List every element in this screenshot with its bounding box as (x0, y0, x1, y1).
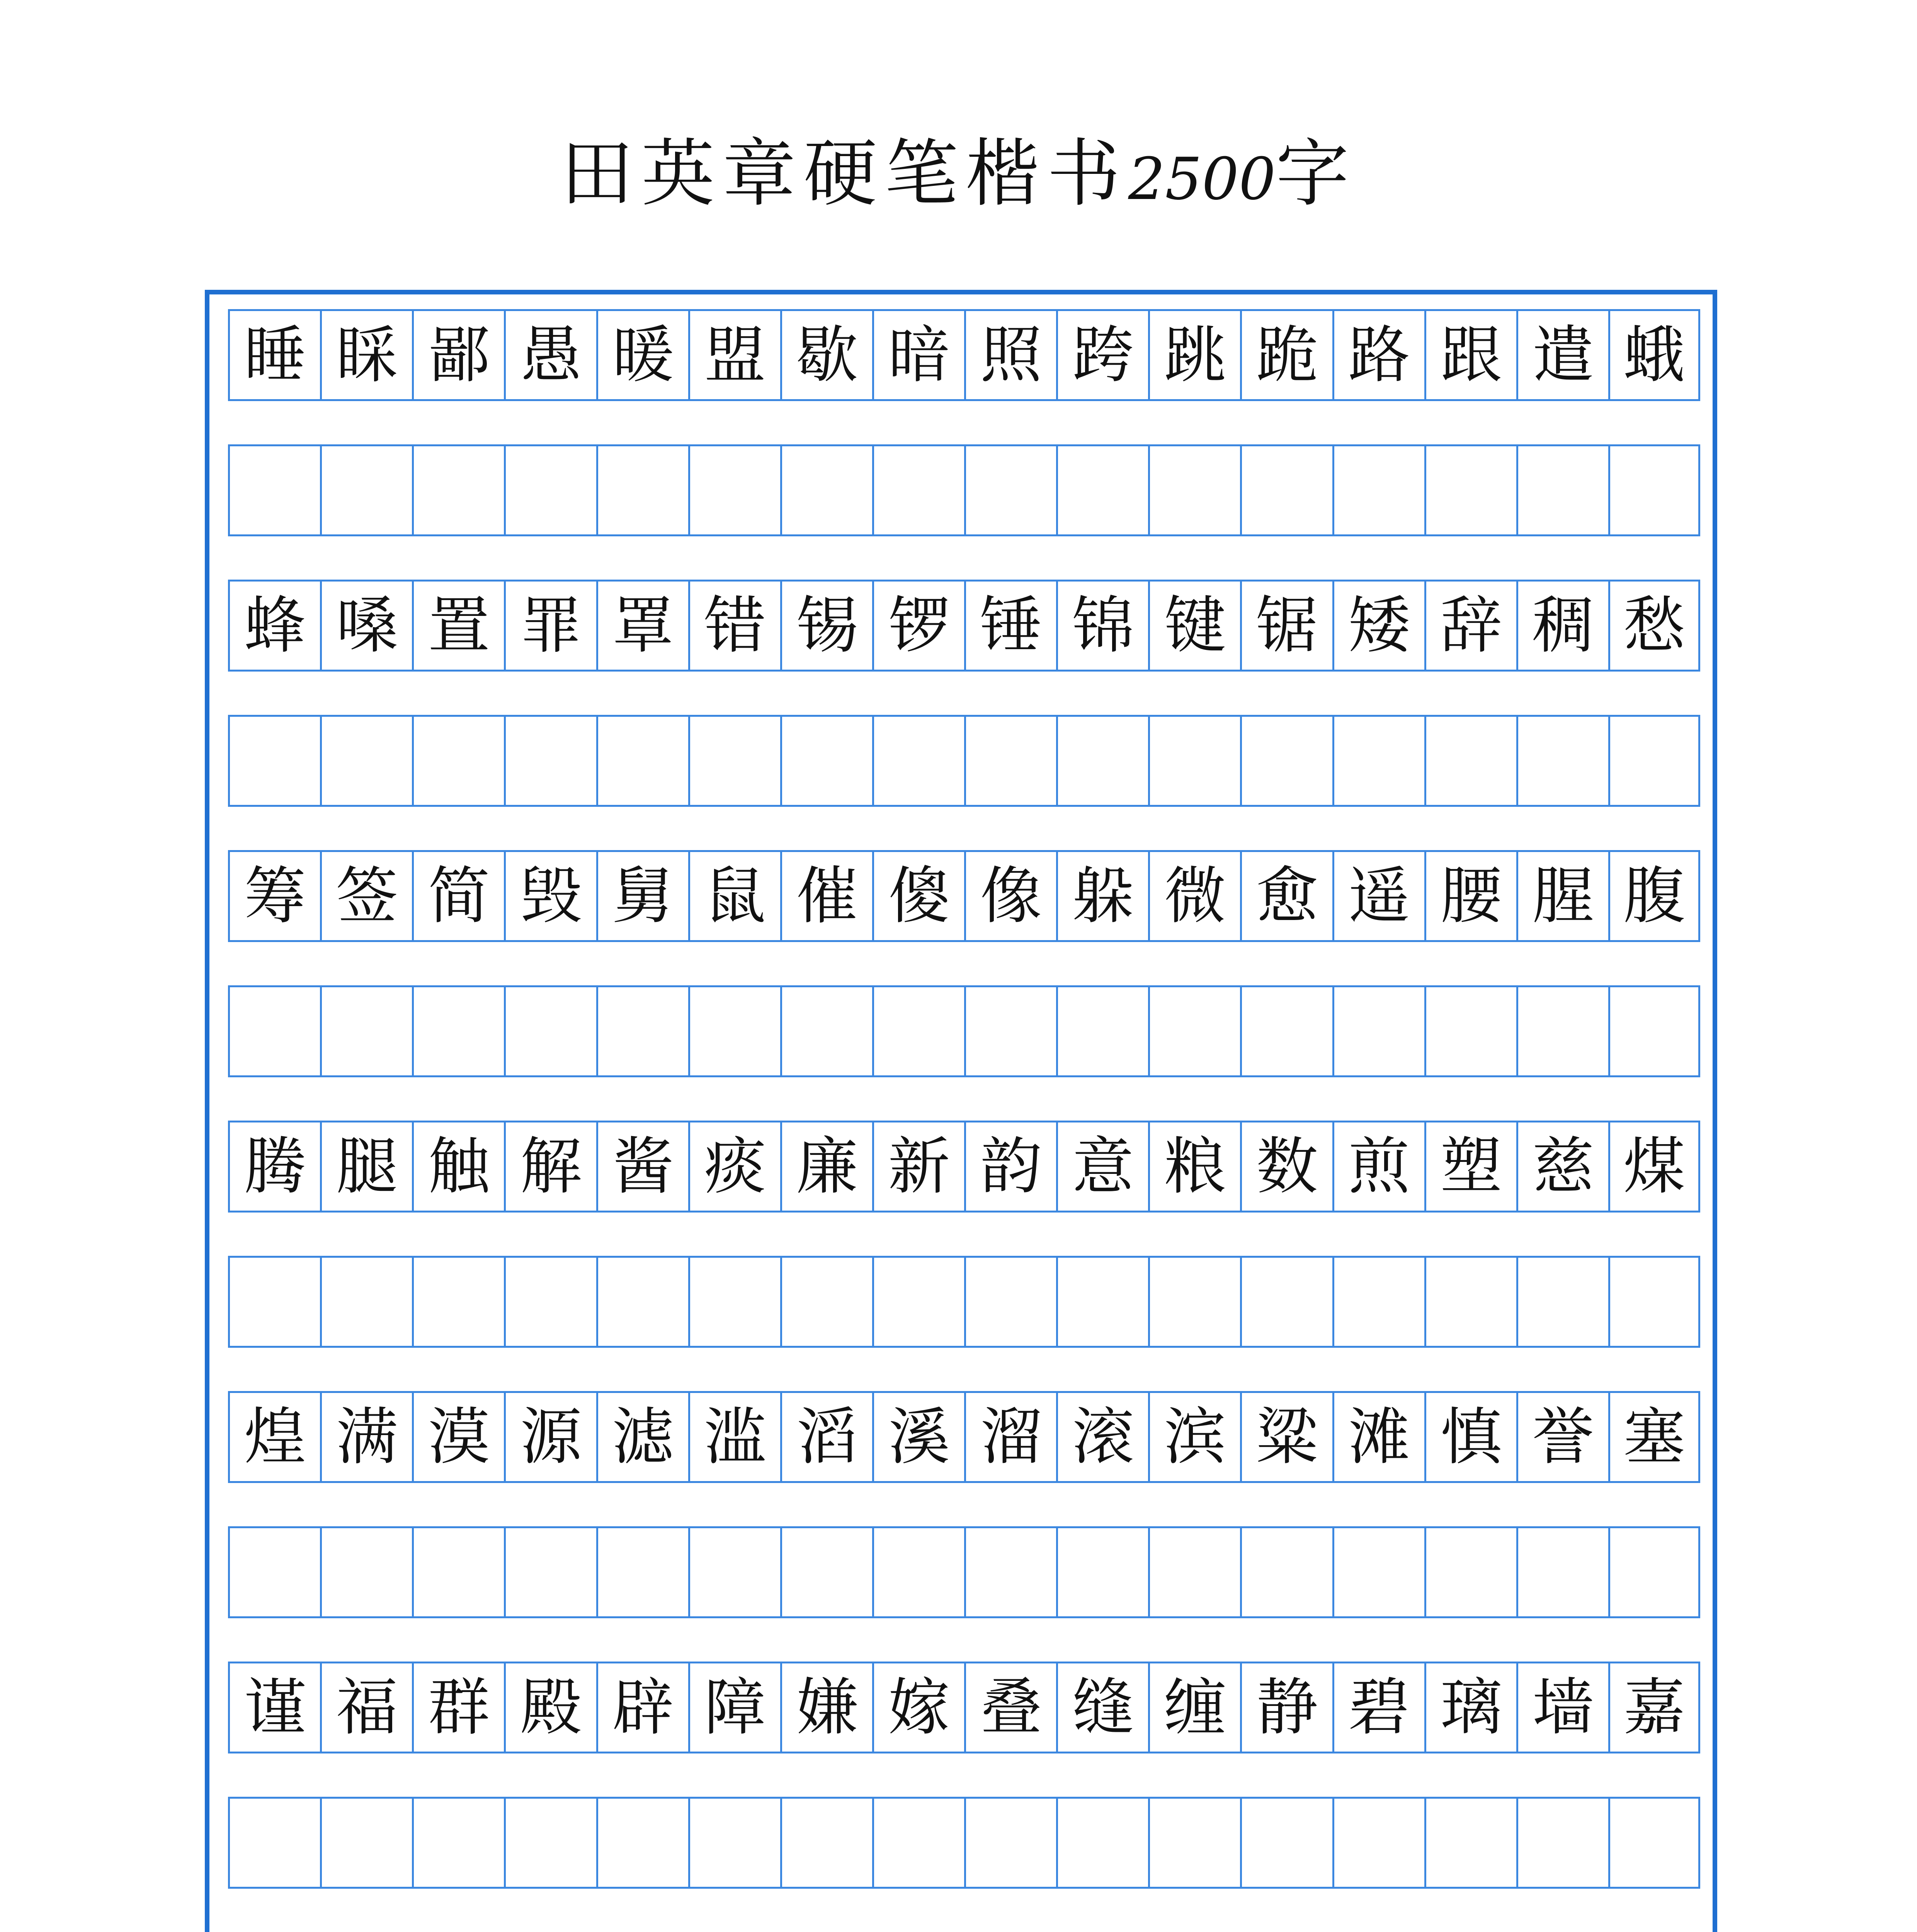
character-cell: 鄙 (412, 311, 504, 399)
character-cell: 微 (1148, 852, 1240, 940)
character-row (228, 1662, 1700, 1753)
character-cell: 盟 (688, 311, 780, 399)
character-cell: 腥 (1516, 852, 1608, 940)
character-cell: 鼠 (688, 852, 780, 940)
blank-practice-row (228, 1526, 1700, 1618)
character-cell: 催 (780, 852, 872, 940)
character-cell: 谨 (228, 1663, 320, 1752)
character-cell: 锣 (872, 582, 964, 670)
blank-cell (1516, 1799, 1608, 1887)
blank-cell (688, 717, 780, 805)
blank-cell (1516, 1258, 1608, 1346)
character-cell: 矮 (1332, 582, 1424, 670)
blank-cell (964, 446, 1056, 534)
blank-cell (1240, 987, 1332, 1075)
character-cell: 辞 (1424, 582, 1516, 670)
blank-cell (1240, 446, 1332, 534)
character-cell: 意 (1056, 1122, 1148, 1211)
character-cell: 煌 (228, 1393, 320, 1481)
character-cell: 置 (412, 582, 504, 670)
character-row (228, 309, 1700, 401)
blank-cell (1424, 717, 1516, 805)
blank-cell (228, 446, 320, 534)
character-cell: 愁 (1608, 582, 1700, 670)
blank-cell (1056, 717, 1148, 805)
character-cell: 煎 (1332, 1122, 1424, 1211)
character-cell: 筹 (228, 852, 320, 940)
blank-cell (228, 717, 320, 805)
blank-cell (964, 1528, 1056, 1616)
character-cell: 跪 (1240, 311, 1332, 399)
character-cell: 滨 (1148, 1393, 1240, 1481)
blank-cell (596, 717, 688, 805)
character-cell: 群 (412, 1663, 504, 1752)
blank-cell (504, 1258, 596, 1346)
character-cell: 数 (1240, 1122, 1332, 1211)
character-row (228, 850, 1700, 942)
blank-cell (780, 1528, 872, 1616)
blank-cell (872, 987, 964, 1075)
character-cell: 誉 (1516, 1393, 1608, 1481)
blank-cell (688, 1528, 780, 1616)
blank-cell (964, 1799, 1056, 1887)
character-cell: 触 (412, 1122, 504, 1211)
blank-cell (1516, 1528, 1608, 1616)
blank-cell (872, 717, 964, 805)
blank-cell (1240, 1799, 1332, 1887)
blank-cell (1332, 1528, 1424, 1616)
character-cell: 简 (412, 852, 504, 940)
blank-cell (412, 1528, 504, 1616)
blank-cell (1056, 1258, 1148, 1346)
character-cell: 锤 (964, 582, 1056, 670)
character-cell: 腰 (1424, 852, 1516, 940)
blank-cell (872, 1528, 964, 1616)
character-cell: 像 (964, 852, 1056, 940)
character-cell: 新 (872, 1122, 964, 1211)
blank-cell (1608, 446, 1700, 534)
character-cell: 遥 (1332, 852, 1424, 940)
blank-cell (1056, 987, 1148, 1075)
character-cell: 遣 (1516, 311, 1608, 399)
blank-cell (1608, 717, 1700, 805)
character-cell: 愚 (504, 311, 596, 399)
character-cell: 韵 (964, 1122, 1056, 1211)
blank-cell (320, 1258, 412, 1346)
blank-cell (964, 717, 1056, 805)
character-cell: 跳 (1148, 311, 1240, 399)
blank-cell (1332, 446, 1424, 534)
blank-cell (504, 446, 596, 534)
character-cell: 罩 (596, 582, 688, 670)
character-cell: 腹 (1608, 852, 1700, 940)
blank-cell (320, 717, 412, 805)
character-cell: 叠 (964, 1663, 1056, 1752)
character-cell: 锯 (1240, 582, 1332, 670)
character-row (228, 1391, 1700, 1483)
title-main: 田英章硬笔楷书 (560, 131, 1128, 216)
blank-cell (412, 987, 504, 1075)
character-cell: 腿 (320, 1122, 412, 1211)
blank-cell (872, 1799, 964, 1887)
character-cell: 塞 (1608, 1393, 1700, 1481)
blank-cell (780, 1799, 872, 1887)
character-cell: 照 (964, 311, 1056, 399)
character-cell: 福 (320, 1663, 412, 1752)
blank-cell (780, 1258, 872, 1346)
blank-practice-row (228, 985, 1700, 1077)
blank-cell (1056, 1799, 1148, 1887)
blank-cell (1240, 1528, 1332, 1616)
blank-cell (228, 987, 320, 1075)
blank-cell (1608, 987, 1700, 1075)
blank-cell (228, 1799, 320, 1887)
blank-cell (596, 1799, 688, 1887)
blank-practice-row (228, 1256, 1700, 1348)
blank-cell (1608, 1528, 1700, 1616)
blank-cell (228, 1258, 320, 1346)
character-cell: 廉 (780, 1122, 872, 1211)
title-number: 2500 (1128, 146, 1276, 213)
blank-practice-row (228, 715, 1700, 807)
blank-cell (688, 1258, 780, 1346)
blank-cell (780, 717, 872, 805)
character-cell: 溜 (964, 1393, 1056, 1481)
blank-cell (780, 446, 872, 534)
blank-cell (412, 717, 504, 805)
character-cell: 躲 (1056, 852, 1148, 940)
character-cell: 墙 (1516, 1663, 1608, 1752)
character-cell: 溪 (872, 1393, 964, 1481)
character-cell: 蛾 (1608, 311, 1700, 399)
blank-cell (320, 987, 412, 1075)
blank-cell (596, 1528, 688, 1616)
blank-cell (1056, 1528, 1148, 1616)
blank-cell (1332, 987, 1424, 1075)
character-cell: 睬 (320, 311, 412, 399)
character-cell: 煤 (1608, 1122, 1700, 1211)
character-cell: 锦 (1056, 582, 1148, 670)
blank-cell (1332, 1258, 1424, 1346)
character-cell: 殿 (504, 1663, 596, 1752)
character-cell: 嫁 (872, 1663, 964, 1752)
character-cell: 愈 (1240, 852, 1332, 940)
character-cell: 罪 (504, 582, 596, 670)
character-cell: 路 (1332, 311, 1424, 399)
blank-cell (1148, 987, 1240, 1075)
blank-cell (1516, 717, 1608, 805)
character-cell: 稠 (1516, 582, 1608, 670)
character-cell: 璃 (1424, 1663, 1516, 1752)
character-cell: 源 (504, 1393, 596, 1481)
blank-practice-row (228, 444, 1700, 536)
character-cell: 酱 (596, 1122, 688, 1211)
character-cell: 毁 (504, 852, 596, 940)
blank-cell (872, 1258, 964, 1346)
character-cell: 跟 (1424, 311, 1516, 399)
character-cell: 滔 (780, 1393, 872, 1481)
character-cell: 睡 (228, 311, 320, 399)
character-cell: 锡 (780, 582, 872, 670)
character-cell: 滤 (596, 1393, 688, 1481)
character-cell: 障 (688, 1663, 780, 1752)
blank-cell (504, 987, 596, 1075)
blank-cell (596, 987, 688, 1075)
blank-cell (688, 446, 780, 534)
character-cell: 键 (1148, 582, 1240, 670)
blank-cell (1148, 1258, 1240, 1346)
blank-cell (1424, 1528, 1516, 1616)
blank-cell (1424, 987, 1516, 1075)
character-cell: 舅 (596, 852, 688, 940)
character-cell: 傻 (872, 852, 964, 940)
blank-cell (1148, 446, 1240, 534)
character-cell: 签 (320, 852, 412, 940)
character-cell: 滩 (1332, 1393, 1424, 1481)
character-cell: 慎 (1424, 1393, 1516, 1481)
character-cell: 满 (320, 1393, 412, 1481)
character-cell: 粱 (1240, 1393, 1332, 1481)
character-cell: 塑 (1424, 1122, 1516, 1211)
character-cell: 滚 (1056, 1393, 1148, 1481)
character-cell: 粮 (1148, 1122, 1240, 1211)
character-cell: 跨 (1056, 311, 1148, 399)
blank-cell (964, 987, 1056, 1075)
blank-cell (596, 1258, 688, 1346)
blank-cell (1332, 717, 1424, 805)
character-cell: 解 (504, 1122, 596, 1211)
character-row (228, 1121, 1700, 1213)
blank-cell (504, 717, 596, 805)
character-cell: 痰 (688, 1122, 780, 1211)
blank-cell (1056, 446, 1148, 534)
character-cell: 错 (688, 582, 780, 670)
blank-cell (688, 987, 780, 1075)
blank-cell (1240, 1258, 1332, 1346)
blank-cell (1516, 987, 1608, 1075)
character-cell: 缠 (1148, 1663, 1240, 1752)
character-cell: 嗓 (320, 582, 412, 670)
blank-cell (412, 1258, 504, 1346)
blank-cell (1148, 1528, 1240, 1616)
blank-cell (1608, 1799, 1700, 1887)
character-cell: 漠 (412, 1393, 504, 1481)
blank-cell (1148, 1799, 1240, 1887)
character-cell: 嫌 (780, 1663, 872, 1752)
blank-cell (412, 1799, 504, 1887)
blank-cell (964, 1258, 1056, 1346)
character-cell: 辟 (596, 1663, 688, 1752)
character-cell: 腾 (228, 1122, 320, 1211)
character-cell: 慈 (1516, 1122, 1608, 1211)
blank-cell (1424, 1258, 1516, 1346)
page-title (0, 116, 1917, 232)
blank-cell (320, 446, 412, 534)
blank-practice-row (228, 1797, 1700, 1889)
blank-cell (504, 1799, 596, 1887)
blank-cell (1332, 1799, 1424, 1887)
blank-cell (1148, 717, 1240, 805)
blank-cell (780, 987, 872, 1075)
character-cell: 缝 (1056, 1663, 1148, 1752)
blank-cell (320, 1799, 412, 1887)
blank-cell (1608, 1258, 1700, 1346)
character-cell: 歇 (780, 311, 872, 399)
character-row (228, 580, 1700, 672)
blank-cell (688, 1799, 780, 1887)
character-cell: 静 (1240, 1663, 1332, 1752)
blank-cell (596, 446, 688, 534)
blank-cell (1516, 446, 1608, 534)
character-cell: 蜂 (228, 582, 320, 670)
blank-cell (1424, 1799, 1516, 1887)
character-cell: 碧 (1332, 1663, 1424, 1752)
blank-cell (872, 446, 964, 534)
blank-cell (1424, 446, 1516, 534)
character-cell: 暗 (872, 311, 964, 399)
character-cell: 嘉 (1608, 1663, 1700, 1752)
blank-cell (228, 1528, 320, 1616)
title-suffix: 字 (1276, 131, 1357, 216)
blank-cell (1240, 717, 1332, 805)
blank-cell (504, 1528, 596, 1616)
blank-cell (320, 1528, 412, 1616)
character-cell: 滥 (688, 1393, 780, 1481)
blank-cell (412, 446, 504, 534)
character-cell: 暖 (596, 311, 688, 399)
